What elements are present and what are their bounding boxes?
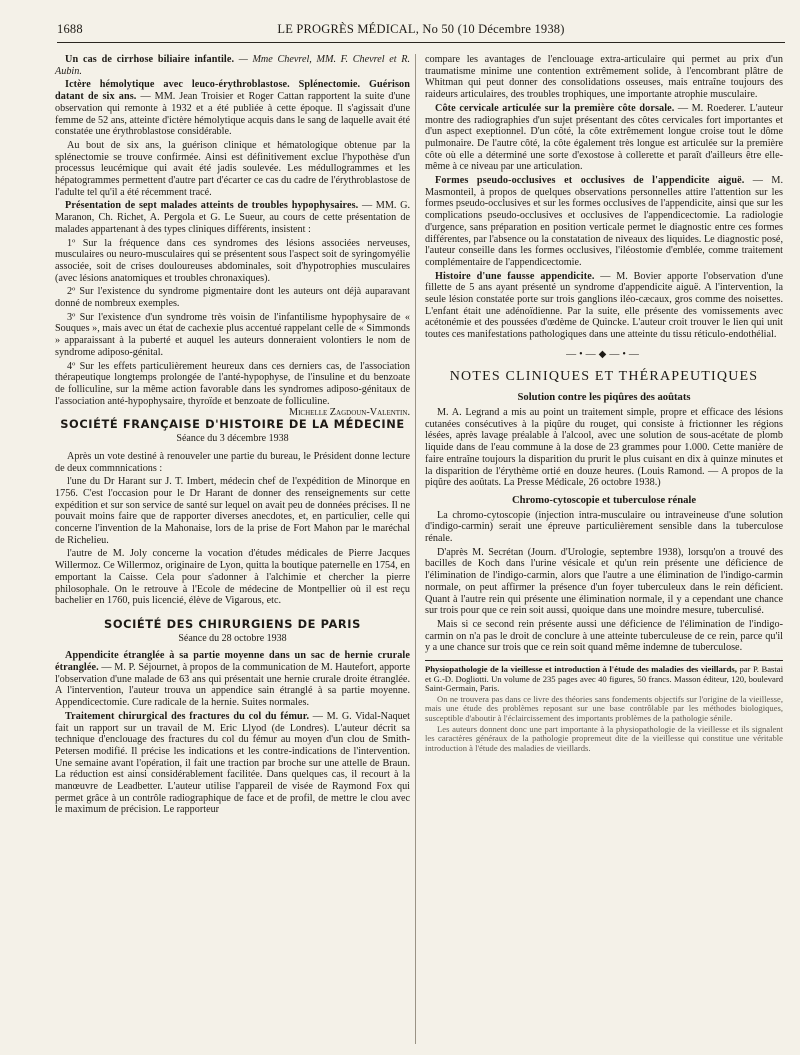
- article-cote-cervicale: [425, 103, 783, 173]
- paragraph: Mais si ce second rein présente aussi une déficience de l'élimination de l'indigo-carmin on n'a pas le droit de conclure à une atteinte tuberculeuse de ce rein, parce qu'il y a une chance sur trois que ce rein soit quand même indemne de tuberculose.: [425, 618, 783, 654]
- session-date: Séance du 3 décembre 1938: [176, 433, 289, 445]
- paragraph: Au bout de six ans, la guérison clinique et hématologique obtenue par la splénectomie se trouve confirmée. Ainsi est définitivement exclue l'hypothèse d'un processus leucémique qui avait été jadis soulevée. Les médullogrammes et les hépatogrammes permettent d'autre part d'écarter ce cas du cadre de l'érythroblastose de l'adulte tel qu'il a été récemment tracé.: [55, 139, 410, 198]
- paragraph: [55, 360, 410, 419]
- book-title: Physiopathologie de la vieillesse et introduction à l'étude des maladies des vieillards,: [425, 664, 737, 675]
- article-title: Ictère hémolytique avec leuco-érythroblastose. Splénectomie. Guérison datant de six ans.: [55, 79, 410, 103]
- paragraph: compare les avantages de l'enclouage extra-articulaire qui permet au prix d'un traumatisme minime une contention extrêmement solide, à l'encombrant plâtre de Whitman qui peut donner des consolidations osseuses, mais entraîne toujours des raideurs articulaires, des troubles trophiques, une importante atrophie musculaire.: [425, 54, 783, 101]
- paragraph: 3º Sur l'existence d'un syndrome très voisin de l'infantilisme hypophysaire de « Souques », mais avec un état de cachexie plus accentué rappelant celle de « Simmonds » apparaissant à la puberté et auquel les auteurs donneraient volontiers le nom de syndrome adiposo-génital.: [55, 311, 410, 358]
- paragraph-text: 4º Sur les effets particulièrement heureux dans ces derniers cas, de l'association thérapeutique longtemps prolongée de l'anté-hypophyse, de l'insuline et du benzoate de folliculine, sur la même action favorable dans les syndromes adiposo-génitaux de l'association anté-hypophysaire, thyroïde et benzoate de folliculine.: [55, 360, 410, 407]
- article-text: — M. Masmonteil, à propos de quelques observations personnelles attire l'attention sur les formes pseudo-occlusives et sur les formes occlusives de l'appendicite, ainsi que sur les complications pseudo-occlusives et occlusives de l'appendicectomie. La radiologie d'urgence, sans préparation en position verticale permet le diagnostic entre ces formes différentes, par l'absence ou la constatation de niveaux des liquides. Le diagnostic posé, l'auteur conseille dans les formes occlusives, l'iléostomie d'emblée, comme traitement complémentaire de l'appendicectomie.: [425, 175, 784, 268]
- book-review-header: [425, 665, 783, 694]
- paragraph: D'après M. Secrétan (Journ. d'Urologie, septembre 1938), lorsqu'on a trouvé des bacilles de Koch dans l'urine vésicale et qu'un rein présente une déficience de l'élimination de l'indigo-carmin, alors que l'autre a une élimination de l'indigo-carmin normale, on peut affirmer la présence d'un foyer tuberculeux dans le rein déficient. Quant à l'autre rein qui présente une élimination normale, il y a cependant une chance sur trois pour que ce rein soit aussi, quoique dans une moindre mesure, tuberculisé.: [425, 546, 783, 617]
- page-header: [57, 22, 785, 44]
- paragraph: M. A. Legrand a mis au point un traitement simple, propre et efficace des lésions cutanées consécutives à la piqûre du rouget, qui consiste à frictionner les régions lésées, après lavage préalable à l'alcool, avec une solution de sous-acétate de plomb liquide dans de l'eau commune à la dose de 23 grammes pour 1.000. Cette manière de faire entraîne toujours la disparition du prurit le plus cuisant en dix à quinze minutes et la disparition de l'érythème ortié en douze heures. (Louis Ramond. — A propos de la piqûre des aoûtats. La Presse Médicale, 26 octobre 1938.): [425, 406, 783, 489]
- signature: Michelle Zagdoun-Valentin.: [289, 407, 410, 419]
- article-text: — MM. Jean Troisier et Roger Cattan rapportent la suite d'une observation qui remonte à 1932 et a été publiée à cette époque. Il s'agissait d'une femme de 52 ans, atteinte d'ictère hémolytique acquis dans le sang de laquelle avait été constatée une érythroblastose considérable.: [55, 91, 411, 138]
- article-title: Histoire d'une fausse appendicite.: [435, 270, 595, 282]
- article-title: Formes pseudo-occlusives et occlusives de l'appendicite aiguë.: [435, 175, 745, 187]
- article-text: — M. Bovier apporte l'observation d'une fillette de 5 ans ayant présenté un syndrome d'appendicite aiguë. A l'intervention, la seule lésion constatée porte sur trois ganglions iléo-cæcaux, gros comme des noisettes. L'enfant était une adénoïdienne. Par la suite, elle présente des vomissements avec acétonémie et des poussées d'œdème de Quincke. L'auteur croit trouver le lien qui unit toutes ces manifestations pathologiques dans une atteinte du tissu réticulo-endothélial.: [425, 270, 784, 341]
- article-fausse-appendicite: [425, 271, 783, 341]
- header-rule: [57, 42, 785, 43]
- note-title: Solution contre les piqûres des aoûtats: [517, 392, 691, 404]
- article-formes-occlusives: [425, 175, 783, 269]
- article-title: Présentation de sept malades atteints de troubles hypophysaires.: [65, 200, 359, 212]
- article-fractures-femur: [55, 711, 410, 816]
- article-title: Côte cervicale articulée sur la première côte dorsale.: [435, 102, 675, 114]
- note-title: Chromo-cytoscopie et tuberculose rénale: [511, 494, 697, 506]
- paragraph: 2º Sur l'existence du syndrome pigmentaire dont les auteurs ont déjà auparavant donné de nombreux exemples.: [55, 286, 410, 310]
- paragraph: 1º Sur la fréquence dans ces syndromes des lésions associées nerveuses, musculaires ou neuro-musculaires qui se présentent sous l'aspect soit de syringomyélie associée, soit de crises douloureuses abdominales, soit d'hypotrophies musculaires (avec lésions anatomiques et troubles chronaxiques).: [55, 237, 410, 284]
- article-appendicite-etranglee: [55, 650, 410, 709]
- session-date: Séance du 28 octobre 1938: [178, 632, 287, 644]
- paragraph: l'autre de M. Joly concerne la vocation d'études médicales de Pierre Jacques Willermoz. Ce Willermoz, originaire de Lyon, quitta la boutique paternelle en 1754, en emportant la Caisse. Cela pour s'adonner à l'alchimie et chercher la pierre philosophale. On le retrouve à l'Ecole de médecine de Montpellier où il est reçu bachelier en 1760, puis licencié, élève de Vigarous, etc.: [55, 548, 410, 607]
- ornament-divider: —•—◆—•—: [566, 348, 642, 360]
- paragraph: Les auteurs donnent donc une part importante à la physiopathologie de la vieillesse et ils signalent les caractères généraux de la pathologie propremeut dite de la vieillesse qui constitue une véritable introduction à l'étude des maladies de vieillards.: [425, 723, 783, 753]
- left-column: [55, 54, 410, 818]
- article-hypophysaires: [55, 200, 410, 235]
- article-title: Un cas de cirrhose biliaire infantile.: [65, 54, 235, 65]
- article-title: Appendicite étranglée à sa partie moyenne dans un sac de hernie crurale étranglée.: [55, 650, 410, 674]
- book-publication: par P. Bastai et G.-D. Dogliotti. Un volume de 235 pages avec 40 figures, 50 francs. Masson éditeur, 120, boulevard Saint-Germain, Paris.: [425, 664, 783, 694]
- article-text: — M. G. Vidal-Naquet fait un rapport sur un travail de M. Eric Llyod (de Londres). L'auteur décrit sa technique d'enclouage des fractures du col du fémur au moyen d'un clou de Smith-Petersen modifié. Il précise les indications et les contre-indications de l'intervention. Une semaine avant l'opération, il fait une traction par broche sur une attelle de Braun. La réduction est ainsi considérablement facilitée. Dans quelques cas, il recourt à la manœuvre de Leadbetter. L'auteur utilise l'appareil de visée de Raymond Fox qui permet grâce à un contrôle radiographique de face et de profil, de mettre le clou avec le maximum de précision. Le rapporteur: [55, 710, 411, 816]
- article-authors: — Mme Chevrel, MM. F. Chevrel et R. Aubin.: [55, 54, 410, 77]
- article-cirrhose: [55, 54, 410, 77]
- paragraph: Après un vote destiné à renouveler une partie du bureau, le Président donne lecture de deux commnnications :: [55, 450, 410, 474]
- book-review: [425, 665, 783, 753]
- page-number: 1688: [57, 22, 83, 36]
- article-title: Traitement chirurgical des fractures du col du fémur.: [65, 710, 310, 722]
- article-text: — MM. G. Maranon, Ch. Richet, A. Pergola et G. Le Sueur, au cours de cette présentation de malades appartenant à des types cliniques différents, insistent :: [55, 200, 411, 235]
- right-column: [425, 54, 783, 754]
- article-text: — M. Roederer. L'auteur montre des radiographies d'un sujet présentant des côtes cervicales fort importantes et d'un aspect exeptionnel. D'un côté, la côte extrêmement longue croise tout le dôme pulmonaire. De l'autre côté, la côte également très longue est articulée sur la première côte où elle a déterminé une sorte d'exostose à collerette et paraît d'ailleurs être elle-même à ce niveau par une articulation.: [425, 102, 784, 173]
- paragraph: l'une du Dr Harant sur J. T. Imbert, médecin chef de l'expédition de Minorque en 1756. C'est l'occasion pour le Dr Harant de donner des renseignements sur cette expédition et sur son service de santé sur lequel on avait peu de données précises. Il ne pouvait moins faire que de rapporter diverses anecdotes, et, en particulier, celle qui concerne l'invention de la Mahonaise, lors de la prise de Fort Mahon par le maréchal de Richelieu.: [55, 476, 410, 546]
- journal-title: LE PROGRÈS MÉDICAL, No 50 (10 Décembre 1938): [277, 22, 565, 36]
- section-heading: SOCIÉTÉ DES CHIRURGIENS DE PARIS: [104, 616, 361, 631]
- book-review-rule: [425, 660, 783, 661]
- section-heading: SOCIÉTÉ FRANÇAISE D'HISTOIRE DE LA MÉDECINE: [60, 417, 405, 432]
- article-ictere: [55, 79, 410, 138]
- notes-section-title: NOTES CLINIQUES ET THÉRAPEUTIQUES: [449, 368, 759, 384]
- article-text: — M. P. Séjournet, à propos de la communication de M. Hautefort, apporte l'observation d'une malade de 63 ans qui présentait une hernie crurale droite étranglée. A l'intervention, l'auteur trouva un appendice sain étranglé à sa partie moyenne. Appendicectomie. Cure radicale de la hernie. Suites normales.: [55, 662, 410, 709]
- column-separator: [415, 54, 416, 1044]
- paragraph: La chromo-cytoscopie (injection intra-musculaire ou intraveineuse d'une solution d'indigo-carmin) serait une épreuve particulièrement sensible dans la tuberculose rénale.: [425, 509, 783, 545]
- paragraph: On ne trouvera pas dans ce livre des théories sans fondements objectifs sur l'origine de la vieillesse, mais une étude des problèmes reposant sur une base contrôlable par les méthodes biologiques, susceptible d'aboutir à l'éclaircissement des importants problèmes de la pathologie sénile.: [425, 693, 783, 724]
